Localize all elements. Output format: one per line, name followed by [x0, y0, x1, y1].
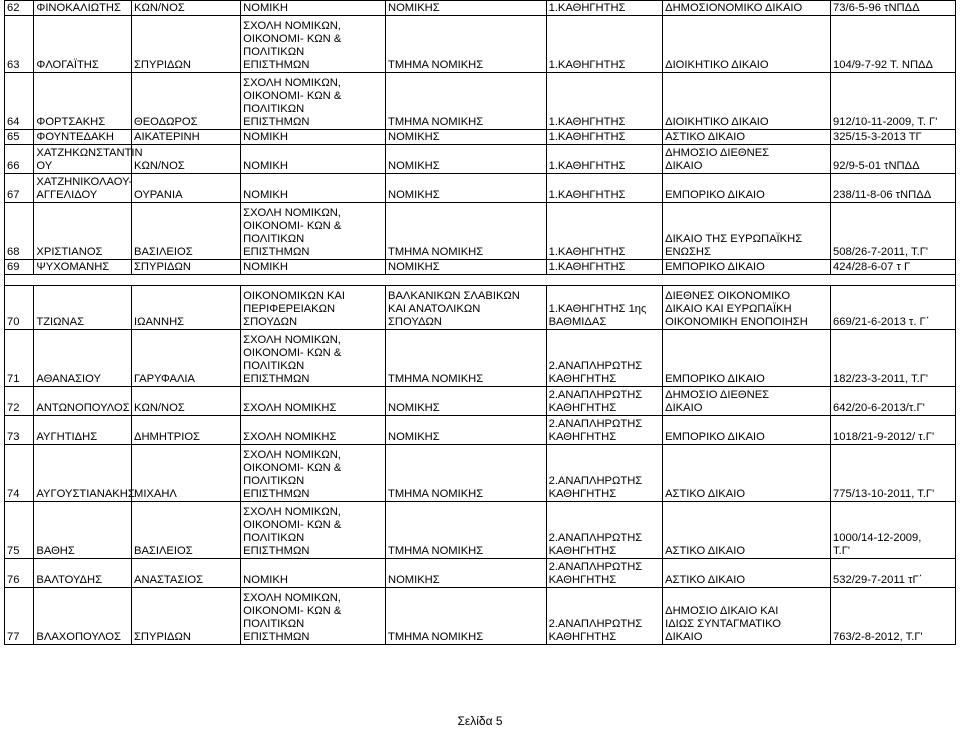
field-cell: ΔΗΜΟΣΙΟ ΔΙΚΑΙΟ ΚΑΙ ΙΔΙΩΣ ΣΥΝΤΑΓΜΑΤΙΚΟ ΔΙΚΑΙΟ	[663, 588, 831, 645]
fek-reference-cell: 775/13-10-2011, Τ.Γ'	[831, 445, 956, 502]
row-number-cell: 62	[5, 1, 34, 16]
faculty-table	[4, 0, 956, 645]
first-name-cell: ΜΙΧΑΗΛ	[132, 445, 241, 502]
department-cell: ΝΟΜΙΚΗΣ	[386, 416, 547, 445]
first-name-cell: ΚΩΝ/ΝΟΣ	[132, 145, 241, 174]
field-cell: ΔΙΟΙΚΗΤΙΚΟ ΔΙΚΑΙΟ	[663, 73, 831, 130]
fek-reference-cell: 669/21-6-2013 τ. Γ΄	[831, 286, 956, 330]
rank-cell: 2.ΑΝΑΠΛΗΡΩΤΗΣ ΚΑΘΗΓΗΤΗΣ	[546, 588, 663, 645]
row-spacer	[5, 275, 956, 286]
field-cell: ΕΜΠΟΡΙΚΟ ΔΙΚΑΙΟ	[663, 416, 831, 445]
fek-reference-cell: 532/29-7-2011 τΓ΄	[831, 559, 956, 588]
surname-cell: ΦΛΟΓΑΪΤΗΣ	[34, 16, 132, 73]
fek-reference-cell: 763/2-8-2012, Τ.Γ'	[831, 588, 956, 645]
department-cell: ΤΜΗΜΑ ΝΟΜΙΚΗΣ	[386, 502, 547, 559]
fek-reference-cell: 1000/14-12-2009, Τ.Γ'	[831, 502, 956, 559]
department-cell: ΤΜΗΜΑ ΝΟΜΙΚΗΣ	[386, 588, 547, 645]
rank-cell: 1.ΚΑΘΗΓΗΤΗΣ	[546, 16, 663, 73]
rank-cell: 1.ΚΑΘΗΓΗΤΗΣ 1ης ΒΑΘΜΙΔΑΣ	[546, 286, 663, 330]
rank-cell: 2.ΑΝΑΠΛΗΡΩΤΗΣ ΚΑΘΗΓΗΤΗΣ	[546, 330, 663, 387]
school-cell: ΣΧΟΛΗ ΝΟΜΙΚΩΝ, ΟΙΚΟΝΟΜΙ- ΚΩΝ & ΠΟΛΙΤΙΚΩΝ ΕΠΙΣΤΗΜΩΝ	[241, 203, 386, 260]
department-cell: ΝΟΜΙΚΗΣ	[386, 260, 547, 275]
school-cell: ΣΧΟΛΗ ΝΟΜΙΚΗΣ	[241, 387, 386, 416]
rank-cell: 1.ΚΑΘΗΓΗΤΗΣ	[546, 174, 663, 203]
page-number-label: Σελίδα 5	[457, 714, 503, 728]
rank-cell: 2.ΑΝΑΠΛΗΡΩΤΗΣ ΚΑΘΗΓΗΤΗΣ	[546, 416, 663, 445]
first-name-cell: ΣΠΥΡΙΔΩΝ	[132, 588, 241, 645]
table-row	[5, 260, 956, 275]
surname-cell: ΒΑΘΗΣ	[34, 502, 132, 559]
field-cell: ΔΗΜΟΣΙΟΝΟΜΙΚΟ ΔΙΚΑΙΟ	[663, 1, 831, 16]
rank-cell: 1.ΚΑΘΗΓΗΤΗΣ	[546, 260, 663, 275]
field-cell: ΕΜΠΟΡΙΚΟ ΔΙΚΑΙΟ	[663, 260, 831, 275]
fek-reference-cell: 238/11-8-06 τΝΠΔΔ	[831, 174, 956, 203]
first-name-cell: ΓΑΡΥΦΑΛΙΑ	[132, 330, 241, 387]
table-row	[5, 73, 956, 130]
school-cell: ΣΧΟΛΗ ΝΟΜΙΚΩΝ, ΟΙΚΟΝΟΜΙ- ΚΩΝ & ΠΟΛΙΤΙΚΩΝ ΕΠΙΣΤΗΜΩΝ	[241, 588, 386, 645]
first-name-cell: ΔΗΜΗΤΡΙΟΣ	[132, 416, 241, 445]
fek-reference-cell: 92/9-5-01 τΝΠΔΔ	[831, 145, 956, 174]
department-cell: ΤΜΗΜΑ ΝΟΜΙΚΗΣ	[386, 445, 547, 502]
rank-cell: 2.ΑΝΑΠΛΗΡΩΤΗΣ ΚΑΘΗΓΗΤΗΣ	[546, 502, 663, 559]
first-name-cell: ΑΝΑΣΤΑΣΙΟΣ	[132, 559, 241, 588]
school-cell: ΟΙΚΟΝΟΜΙΚΩΝ ΚΑΙ ΠΕΡΙΦΕΡΕΙΑΚΩΝ ΣΠΟΥΔΩΝ	[241, 286, 386, 330]
field-cell: ΔΙΚΑΙΟ ΤΗΣ ΕΥΡΩΠΑΪΚΗΣ ΕΝΩΣΗΣ	[663, 203, 831, 260]
table-row	[5, 203, 956, 260]
school-cell: ΣΧΟΛΗ ΝΟΜΙΚΩΝ, ΟΙΚΟΝΟΜΙ- ΚΩΝ & ΠΟΛΙΤΙΚΩΝ ΕΠΙΣΤΗΜΩΝ	[241, 502, 386, 559]
table-row	[5, 1, 956, 16]
surname-cell: ΦΙΝΟΚΑΛΙΩΤΗΣ	[34, 1, 132, 16]
surname-cell: ΨΥΧΟΜΑΝΗΣ	[34, 260, 132, 275]
table-row	[5, 559, 956, 588]
department-cell: ΝΟΜΙΚΗΣ	[386, 174, 547, 203]
field-cell: ΔΙΕΘΝΕΣ ΟΙΚΟΝΟΜΙΚΟ ΔΙΚΑΙΟ ΚΑΙ ΕΥΡΩΠΑΪΚΗ ΟΙΚΟΝΟΜΙΚΗ ΕΝΟΠΟΙΗΣΗ	[663, 286, 831, 330]
rank-cell: 1.ΚΑΘΗΓΗΤΗΣ	[546, 145, 663, 174]
surname-cell: ΑΘΑΝΑΣΙΟΥ	[34, 330, 132, 387]
field-cell: ΕΜΠΟΡΙΚΟ ΔΙΚΑΙΟ	[663, 174, 831, 203]
row-number-cell: 72	[5, 387, 34, 416]
table-row	[5, 445, 956, 502]
table-row	[5, 145, 956, 174]
surname-cell: ΤΖΙΩΝΑΣ	[34, 286, 132, 330]
row-number-cell: 63	[5, 16, 34, 73]
department-cell: ΝΟΜΙΚΗΣ	[386, 1, 547, 16]
school-cell: ΝΟΜΙΚΗ	[241, 174, 386, 203]
first-name-cell: ΚΩΝ/ΝΟΣ	[132, 1, 241, 16]
school-cell: ΝΟΜΙΚΗ	[241, 130, 386, 145]
rank-cell: 2.ΑΝΑΠΛΗΡΩΤΗΣ ΚΑΘΗΓΗΤΗΣ	[546, 559, 663, 588]
field-cell: ΔΗΜΟΣΙΟ ΔΙΕΘΝΕΣ ΔΙΚΑΙΟ	[663, 387, 831, 416]
row-number-cell: 69	[5, 260, 34, 275]
school-cell: ΣΧΟΛΗ ΝΟΜΙΚΩΝ, ΟΙΚΟΝΟΜΙ- ΚΩΝ & ΠΟΛΙΤΙΚΩΝ ΕΠΙΣΤΗΜΩΝ	[241, 73, 386, 130]
fek-reference-cell: 1018/21-9-2012/ τ.Γ'	[831, 416, 956, 445]
first-name-cell: ΒΑΣΙΛΕΙΟΣ	[132, 203, 241, 260]
row-number-cell: 77	[5, 588, 34, 645]
table-row	[5, 502, 956, 559]
fek-reference-cell: 642/20-6-2013/τ.Γ'	[831, 387, 956, 416]
field-cell: ΑΣΤΙΚΟ ΔΙΚΑΙΟ	[663, 559, 831, 588]
table-body	[5, 1, 956, 645]
row-number-cell: 71	[5, 330, 34, 387]
first-name-cell: ΟΥΡΑΝΙΑ	[132, 174, 241, 203]
rank-cell: 1.ΚΑΘΗΓΗΤΗΣ	[546, 203, 663, 260]
table-row	[5, 588, 956, 645]
first-name-cell: ΙΩΑΝΝΗΣ	[132, 286, 241, 330]
surname-cell: ΒΛΑΧΟΠΟΥΛΟΣ	[34, 588, 132, 645]
department-cell: ΒΑΛΚΑΝΙΚΩΝ ΣΛΑΒΙΚΩΝ ΚΑΙ ΑΝΑΤΟΛΙΚΩΝ ΣΠΟΥΔΩΝ	[386, 286, 547, 330]
school-cell: ΣΧΟΛΗ ΝΟΜΙΚΩΝ, ΟΙΚΟΝΟΜΙ- ΚΩΝ & ΠΟΛΙΤΙΚΩΝ ΕΠΙΣΤΗΜΩΝ	[241, 330, 386, 387]
table-row	[5, 416, 956, 445]
first-name-cell: ΚΩΝ/ΝΟΣ	[132, 387, 241, 416]
school-cell: ΝΟΜΙΚΗ	[241, 260, 386, 275]
table-row	[5, 387, 956, 416]
surname-cell: ΧΑΤΖΗΝΙΚΟΛΑΟΥ- ΑΓΓΕΛΙΔΟΥ	[34, 174, 132, 203]
row-number-cell: 73	[5, 416, 34, 445]
table-row	[5, 16, 956, 73]
first-name-cell: ΣΠΥΡΙΔΩΝ	[132, 260, 241, 275]
rank-cell: 1.ΚΑΘΗΓΗΤΗΣ	[546, 1, 663, 16]
school-cell: ΣΧΟΛΗ ΝΟΜΙΚΩΝ, ΟΙΚΟΝΟΜΙ- ΚΩΝ & ΠΟΛΙΤΙΚΩΝ ΕΠΙΣΤΗΜΩΝ	[241, 445, 386, 502]
row-number-cell: 74	[5, 445, 34, 502]
surname-cell: ΑΥΓΗΤΙΔΗΣ	[34, 416, 132, 445]
department-cell: ΤΜΗΜΑ ΝΟΜΙΚΗΣ	[386, 16, 547, 73]
department-cell: ΝΟΜΙΚΗΣ	[386, 145, 547, 174]
rank-cell: 1.ΚΑΘΗΓΗΤΗΣ	[546, 73, 663, 130]
fek-reference-cell: 424/28-6-07 τ Γ	[831, 260, 956, 275]
school-cell: ΣΧΟΛΗ ΝΟΜΙΚΗΣ	[241, 416, 386, 445]
school-cell: ΝΟΜΙΚΗ	[241, 1, 386, 16]
row-number-cell: 64	[5, 73, 34, 130]
table-row	[5, 130, 956, 145]
fek-reference-cell: 508/26-7-2011, Τ.Γ'	[831, 203, 956, 260]
surname-cell: ΧΑΤΖΗΚΩΝΣΤΑΝΤΙΝ ΟΥ	[34, 145, 132, 174]
spacer-cell	[5, 275, 956, 286]
row-number-cell: 67	[5, 174, 34, 203]
fek-reference-cell: 182/23-3-2011, Τ.Γ'	[831, 330, 956, 387]
row-number-cell: 76	[5, 559, 34, 588]
department-cell: ΝΟΜΙΚΗΣ	[386, 387, 547, 416]
page-footer	[0, 714, 960, 728]
fek-reference-cell: 325/15-3-2013 ΤΓ	[831, 130, 956, 145]
fek-reference-cell: 104/9-7-92 Τ. ΝΠΔΔ	[831, 16, 956, 73]
department-cell: ΤΜΗΜΑ ΝΟΜΙΚΗΣ	[386, 203, 547, 260]
field-cell: ΑΣΤΙΚΟ ΔΙΚΑΙΟ	[663, 130, 831, 145]
row-number-cell: 65	[5, 130, 34, 145]
school-cell: ΝΟΜΙΚΗ	[241, 559, 386, 588]
surname-cell: ΒΑΛΤΟΥΔΗΣ	[34, 559, 132, 588]
field-cell: ΑΣΤΙΚΟ ΔΙΚΑΙΟ	[663, 502, 831, 559]
fek-reference-cell: 73/6-5-96 τΝΠΔΔ	[831, 1, 956, 16]
table-row	[5, 286, 956, 330]
fek-reference-cell: 912/10-11-2009, Τ. Γ'	[831, 73, 956, 130]
rank-cell: 2.ΑΝΑΠΛΗΡΩΤΗΣ ΚΑΘΗΓΗΤΗΣ	[546, 387, 663, 416]
first-name-cell: ΣΠΥΡΙΔΩΝ	[132, 16, 241, 73]
surname-cell: ΦΟΥΝΤΕΔΑΚΗ	[34, 130, 132, 145]
first-name-cell: ΑΙΚΑΤΕΡΙΝΗ	[132, 130, 241, 145]
surname-cell: ΑΝΤΩΝΟΠΟΥΛΟΣ	[34, 387, 132, 416]
row-number-cell: 75	[5, 502, 34, 559]
field-cell: ΔΙΟΙΚΗΤΙΚΟ ΔΙΚΑΙΟ	[663, 16, 831, 73]
field-cell: ΔΗΜΟΣΙΟ ΔΙΕΘΝΕΣ ΔΙΚΑΙΟ	[663, 145, 831, 174]
department-cell: ΝΟΜΙΚΗΣ	[386, 559, 547, 588]
table-row	[5, 330, 956, 387]
surname-cell: ΑΥΓΟΥΣΤΙΑΝΑΚΗΣ	[34, 445, 132, 502]
row-number-cell: 66	[5, 145, 34, 174]
first-name-cell: ΒΑΣΙΛΕΙΟΣ	[132, 502, 241, 559]
field-cell: ΑΣΤΙΚΟ ΔΙΚΑΙΟ	[663, 445, 831, 502]
school-cell: ΣΧΟΛΗ ΝΟΜΙΚΩΝ, ΟΙΚΟΝΟΜΙ- ΚΩΝ & ΠΟΛΙΤΙΚΩΝ ΕΠΙΣΤΗΜΩΝ	[241, 16, 386, 73]
table-row	[5, 174, 956, 203]
first-name-cell: ΘΕΟΔΩΡΟΣ	[132, 73, 241, 130]
department-cell: ΤΜΗΜΑ ΝΟΜΙΚΗΣ	[386, 330, 547, 387]
department-cell: ΝΟΜΙΚΗΣ	[386, 130, 547, 145]
row-number-cell: 70	[5, 286, 34, 330]
school-cell: ΝΟΜΙΚΗ	[241, 145, 386, 174]
surname-cell: ΦΟΡΤΣΑΚΗΣ	[34, 73, 132, 130]
surname-cell: ΧΡΙΣΤΙΑΝΟΣ	[34, 203, 132, 260]
row-number-cell: 68	[5, 203, 34, 260]
field-cell: ΕΜΠΟΡΙΚΟ ΔΙΚΑΙΟ	[663, 330, 831, 387]
rank-cell: 1.ΚΑΘΗΓΗΤΗΣ	[546, 130, 663, 145]
department-cell: ΤΜΗΜΑ ΝΟΜΙΚΗΣ	[386, 73, 547, 130]
rank-cell: 2.ΑΝΑΠΛΗΡΩΤΗΣ ΚΑΘΗΓΗΤΗΣ	[546, 445, 663, 502]
